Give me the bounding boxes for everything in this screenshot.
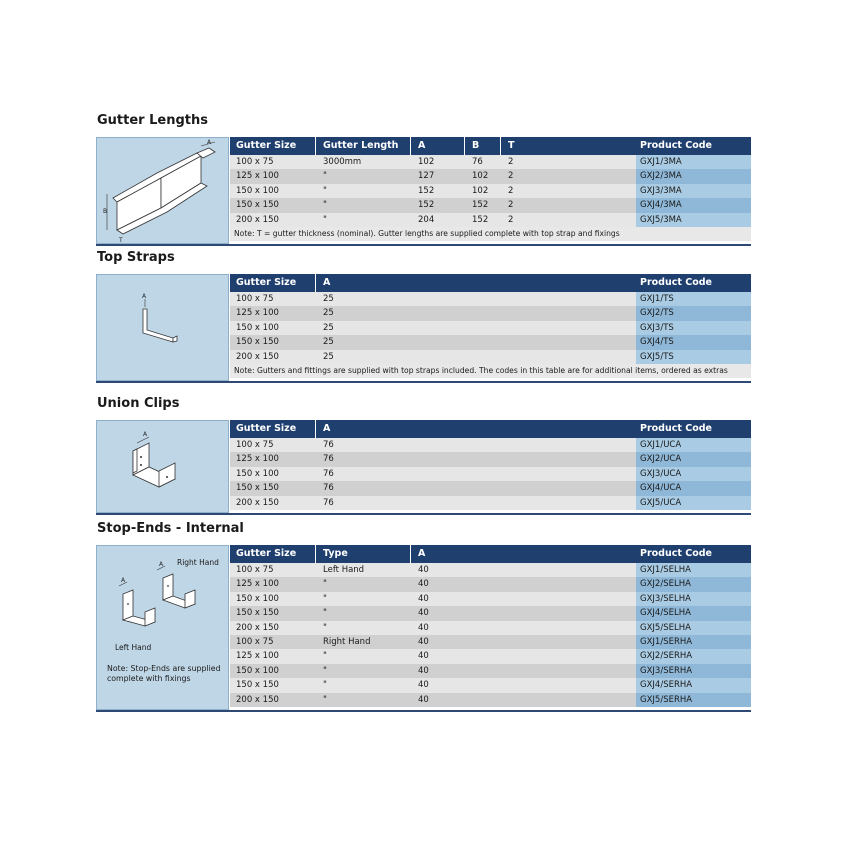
- section-title-stop-ends-internal: Stop-Ends - Internal: [97, 521, 244, 536]
- table-cell: 40: [418, 636, 429, 647]
- table-cell: 40: [418, 593, 429, 604]
- top-straps-rows: [230, 292, 751, 364]
- top-straps-block: [96, 274, 751, 383]
- table-cell: 2: [508, 214, 514, 225]
- table-row: [230, 563, 751, 577]
- table-cell: 2: [508, 157, 514, 167]
- product-code: GXJ4/SELHA: [640, 608, 691, 619]
- table-cell: 40: [418, 622, 429, 633]
- table-cell: 125 x 100: [236, 651, 279, 662]
- product-code: GXJ2/SELHA: [640, 579, 691, 590]
- table-header: [230, 137, 751, 155]
- gutter-length-icon: [97, 138, 230, 245]
- top-strap-icon: [97, 275, 230, 382]
- table-header: [230, 545, 751, 563]
- table-cell: 200 x 150: [236, 622, 279, 633]
- header-type: Type: [323, 548, 348, 559]
- product-code: GXJ5/TS: [640, 351, 674, 362]
- header-gutter-length: Gutter Length: [323, 140, 399, 151]
- table-cell: 200 x 150: [236, 214, 279, 225]
- product-code: GXJ4/TS: [640, 337, 674, 348]
- header-a: A: [323, 423, 331, 434]
- product-code-cell: [636, 292, 751, 306]
- product-code: GXJ1/SERHA: [640, 636, 693, 647]
- diagram-label-a: A: [143, 431, 148, 438]
- product-code-cell: [636, 467, 751, 481]
- product-code: GXJ3/UCA: [640, 468, 682, 479]
- table-cell: ": [323, 651, 327, 662]
- product-code: GXJ2/UCA: [640, 454, 682, 465]
- diagram-label-a: A: [142, 293, 147, 300]
- gutter-lengths-block: [96, 137, 751, 246]
- table-cell: 40: [418, 694, 429, 705]
- table-cell: 150 x 100: [236, 665, 279, 676]
- table-row: [230, 649, 751, 663]
- product-code: GXJ3/SELHA: [640, 593, 691, 604]
- product-code: GXJ2/3MA: [640, 171, 682, 182]
- diagram-label-b: B: [103, 208, 108, 215]
- top-strap-illustration: [96, 274, 229, 381]
- table-row: [230, 693, 751, 707]
- table-cell: 102: [418, 157, 435, 167]
- product-code-cell: [636, 213, 751, 227]
- table-cell: ": [323, 593, 327, 604]
- table-cell: 3000mm: [323, 157, 362, 167]
- table-cell: 25: [323, 294, 334, 304]
- product-code-cell: [636, 438, 751, 452]
- right-hand-label: Right Hand: [177, 558, 219, 567]
- product-code: GXJ1/UCA: [640, 440, 682, 450]
- stop-end-illustration: [96, 545, 229, 710]
- product-code-cell: [636, 649, 751, 663]
- header-product-code: Product Code: [640, 140, 712, 151]
- header-gutter-size: Gutter Size: [236, 140, 297, 151]
- table-header: [230, 420, 751, 438]
- table-cell: ": [323, 608, 327, 619]
- table-cell: 2: [508, 171, 514, 182]
- table-cell: 125 x 100: [236, 308, 279, 319]
- table-cell: ": [323, 200, 327, 211]
- table-note: Note: T = gutter thickness (nominal). Gutter lengths are supplied complete with top strap and fixings: [230, 227, 751, 241]
- table-cell: ": [323, 680, 327, 691]
- header-a: A: [418, 140, 426, 151]
- table-row: [230, 577, 751, 591]
- table-cell: 150 x 150: [236, 483, 279, 494]
- top-straps-table: [230, 274, 751, 378]
- table-cell: 152: [418, 200, 435, 211]
- product-code-cell: [636, 452, 751, 466]
- product-code-cell: [636, 496, 751, 510]
- diagram-label-a: A: [207, 139, 212, 146]
- union-clip-icon: [97, 421, 230, 514]
- gutter-length-illustration: [96, 137, 229, 244]
- product-code-cell: [636, 693, 751, 707]
- table-cell: 100 x 75: [236, 157, 274, 167]
- table-row: [230, 678, 751, 692]
- product-code-cell: [636, 563, 751, 577]
- table-row: [230, 335, 751, 349]
- product-code: GXJ4/SERHA: [640, 680, 693, 691]
- header-t: T: [508, 140, 515, 151]
- product-code: GXJ3/3MA: [640, 185, 682, 196]
- gutter-lengths-table: [230, 137, 751, 241]
- stop-end-note: Note: Stop-Ends are supplied complete with fixings: [107, 664, 221, 683]
- diagram-label-a-right: A: [159, 561, 164, 568]
- table-cell: 125 x 100: [236, 454, 279, 465]
- product-code-cell: [636, 577, 751, 591]
- table-cell: 100 x 75: [236, 294, 274, 304]
- table-row: [230, 467, 751, 481]
- product-code: GXJ1/3MA: [640, 157, 682, 167]
- table-cell: 76: [323, 454, 334, 465]
- table-row: [230, 306, 751, 320]
- product-code: GXJ5/SERHA: [640, 694, 693, 705]
- product-code-cell: [636, 321, 751, 335]
- table-row: [230, 664, 751, 678]
- header-b: B: [472, 140, 480, 151]
- table-cell: 40: [418, 579, 429, 590]
- product-code-cell: [636, 664, 751, 678]
- table-cell: ": [323, 185, 327, 196]
- table-cell: 100 x 75: [236, 636, 274, 647]
- union-clip-illustration: [96, 420, 229, 513]
- table-cell: 76: [323, 440, 334, 450]
- table-cell: 40: [418, 608, 429, 619]
- table-cell: 125 x 100: [236, 579, 279, 590]
- table-row: [230, 198, 751, 212]
- product-code-cell: [636, 606, 751, 620]
- table-cell: 40: [418, 680, 429, 691]
- table-note: Note: Gutters and fittings are supplied with top straps included. The codes in this table are for additional items, ordered as extras: [230, 364, 751, 378]
- product-code-cell: [636, 678, 751, 692]
- table-row: [230, 606, 751, 620]
- product-code-cell: [636, 198, 751, 212]
- diagram-label-t: T: [119, 237, 123, 244]
- product-code: GXJ2/TS: [640, 308, 674, 319]
- table-cell: 25: [323, 351, 334, 362]
- table-cell: 40: [418, 651, 429, 662]
- table-row: [230, 350, 751, 364]
- product-code: GXJ1/TS: [640, 294, 674, 304]
- table-row: [230, 321, 751, 335]
- table-row: [230, 169, 751, 183]
- table-cell: 2: [508, 185, 514, 196]
- table-cell: ": [323, 694, 327, 705]
- table-row: [230, 592, 751, 606]
- stop-ends-table: [230, 545, 751, 707]
- table-row: [230, 635, 751, 649]
- table-cell: 100 x 75: [236, 440, 274, 450]
- table-cell: ": [323, 579, 327, 590]
- product-code-cell: [636, 306, 751, 320]
- header-product-code: Product Code: [640, 277, 712, 288]
- table-cell: 76: [323, 483, 334, 494]
- table-cell: 76: [472, 157, 483, 167]
- product-code-cell: [636, 169, 751, 183]
- header-gutter-size: Gutter Size: [236, 423, 297, 434]
- table-cell: ": [323, 665, 327, 676]
- table-row: [230, 496, 751, 510]
- header-a: A: [418, 548, 426, 559]
- product-code-cell: [636, 184, 751, 198]
- table-cell: 102: [472, 185, 489, 196]
- table-header: [230, 274, 751, 292]
- table-cell: 125 x 100: [236, 171, 279, 182]
- product-code: GXJ1/SELHA: [640, 565, 691, 575]
- product-code: GXJ5/3MA: [640, 214, 682, 225]
- table-row: [230, 481, 751, 495]
- table-cell: 40: [418, 565, 429, 575]
- product-code: GXJ2/SERHA: [640, 651, 693, 662]
- product-code-cell: [636, 155, 751, 169]
- header-product-code: Product Code: [640, 548, 712, 559]
- header-product-code: Product Code: [640, 423, 712, 434]
- product-code: GXJ3/SERHA: [640, 665, 693, 676]
- diagram-label-a-left: A: [121, 577, 126, 584]
- product-code: GXJ3/TS: [640, 322, 674, 333]
- table-cell: ": [323, 171, 327, 182]
- product-code-cell: [636, 350, 751, 364]
- union-clips-block: [96, 420, 751, 515]
- product-code: GXJ5/SELHA: [640, 622, 691, 633]
- table-cell: 200 x 150: [236, 694, 279, 705]
- table-cell: 152: [418, 185, 435, 196]
- table-cell: 127: [418, 171, 435, 182]
- table-cell: 150 x 150: [236, 680, 279, 691]
- table-row: [230, 292, 751, 306]
- section-title-union-clips: Union Clips: [97, 396, 180, 411]
- header-gutter-size: Gutter Size: [236, 277, 297, 288]
- table-row: [230, 621, 751, 635]
- table-cell: 150 x 100: [236, 593, 279, 604]
- product-code: GXJ5/UCA: [640, 497, 682, 508]
- stop-ends-rows: [230, 563, 751, 707]
- table-cell: 150 x 100: [236, 468, 279, 479]
- table-cell: 150 x 150: [236, 337, 279, 348]
- table-cell: 152: [472, 214, 489, 225]
- table-cell: 76: [323, 497, 334, 508]
- table-cell: ": [323, 622, 327, 633]
- table-cell: 150 x 100: [236, 185, 279, 196]
- table-cell: 200 x 150: [236, 351, 279, 362]
- table-cell: Right Hand: [323, 636, 371, 647]
- section-title-top-straps: Top Straps: [97, 250, 175, 265]
- header-gutter-size: Gutter Size: [236, 548, 297, 559]
- header-a: A: [323, 277, 331, 288]
- union-clips-rows: [230, 438, 751, 510]
- stop-ends-block: [96, 545, 751, 712]
- product-code-cell: [636, 592, 751, 606]
- table-cell: 100 x 75: [236, 565, 274, 575]
- product-code-cell: [636, 335, 751, 349]
- product-code-cell: [636, 621, 751, 635]
- table-row: [230, 452, 751, 466]
- table-cell: 40: [418, 665, 429, 676]
- product-code-cell: [636, 635, 751, 649]
- section-title-gutter-lengths: Gutter Lengths: [97, 113, 208, 128]
- table-cell: 102: [472, 171, 489, 182]
- product-code-cell: [636, 481, 751, 495]
- table-cell: 25: [323, 322, 334, 333]
- table-cell: 76: [323, 468, 334, 479]
- table-cell: 150 x 100: [236, 322, 279, 333]
- table-cell: 150 x 150: [236, 608, 279, 619]
- table-row: [230, 184, 751, 198]
- union-clips-table: [230, 420, 751, 510]
- product-code: GXJ4/UCA: [640, 483, 682, 494]
- table-row: [230, 213, 751, 227]
- table-cell: 204: [418, 214, 435, 225]
- gutter-lengths-rows: [230, 155, 751, 227]
- table-cell: Left Hand: [323, 565, 365, 575]
- table-cell: 2: [508, 200, 514, 211]
- table-cell: 150 x 150: [236, 200, 279, 211]
- table-cell: 152: [472, 200, 489, 211]
- table-cell: 200 x 150: [236, 497, 279, 508]
- table-cell: ": [323, 214, 327, 225]
- table-row: [230, 155, 751, 169]
- table-cell: 25: [323, 337, 334, 348]
- product-code: GXJ4/3MA: [640, 200, 682, 211]
- left-hand-label: Left Hand: [115, 643, 152, 652]
- table-row: [230, 438, 751, 452]
- table-cell: 25: [323, 308, 334, 319]
